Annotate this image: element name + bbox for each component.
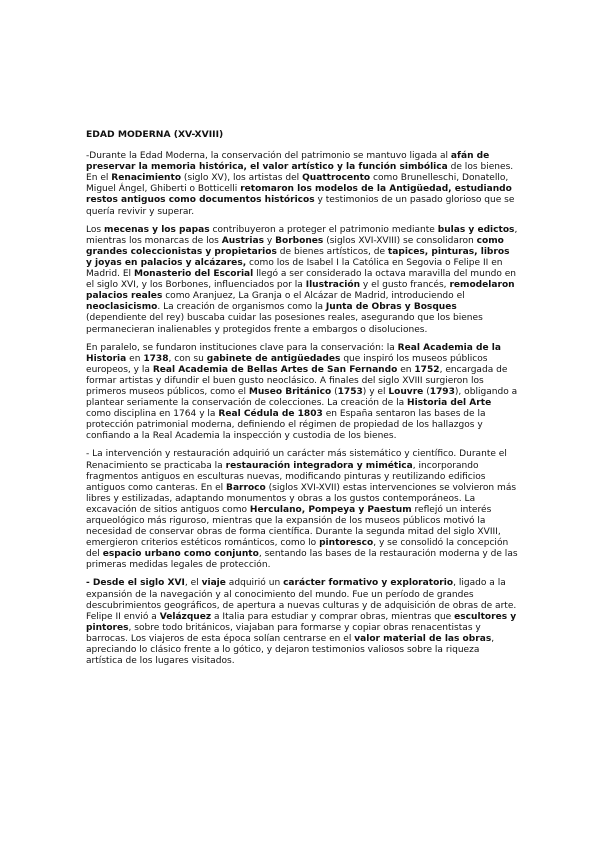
text-run: y testimonios de un pasado glorioso que se quería revivir y superar. — [86, 195, 515, 217]
text-run: ( — [331, 386, 338, 397]
paragraph-restoration — [86, 449, 518, 571]
bold-text-run: neoclasicismo — [86, 302, 158, 313]
bold-text-run: Velázquez — [159, 611, 212, 622]
bold-text-run: espacio urbano como conjunto — [102, 549, 259, 560]
bold-text-run: Real Academia de Bellas Artes de San Fernando — [152, 364, 398, 375]
bold-text-run: Monasterio del Escorial — [133, 269, 254, 280]
bold-text-run: Real Cédula de 1803 — [218, 409, 323, 420]
text-run: . La creación de organismos como la — [157, 302, 326, 313]
bold-text-run: escultores y pintores — [86, 611, 517, 633]
text-run: , encargada de formar artistas y difundir el buen gusto neoclásico. A finales del siglo XVIII surgieron los primeros museos públicos, como el — [86, 364, 508, 397]
bold-text-run: pintoresco — [319, 538, 374, 549]
bold-text-run: Renacimiento — [111, 173, 182, 184]
bold-text-run: Austrias — [221, 235, 264, 246]
bold-text-run: retomaron los modelos de la Antigüedad, estudiando restos antiguos como documentos históricos — [86, 184, 512, 206]
text-run: En paralelo, se fundaron instituciones clave para la conservación: la — [86, 342, 398, 353]
bold-text-run: restauración integradora y mimética — [225, 460, 413, 471]
bold-text-run: carácter formativo y exploratorio — [283, 578, 454, 589]
bold-text-run: Borbones — [275, 235, 324, 246]
text-run: , ligado a la expansión de la navegación y al conocimiento del mundo. Fue un período de grandes descubrimientos geográficos, de apertura a nuevas culturas y de adquisición de obras de arte. Felipe II envió a — [86, 578, 517, 622]
bold-text-run: 1738 — [143, 353, 169, 364]
text-run: en España sentaron las bases de la protección patrimonial moderna, definiendo el régimen de propiedad de los hallazgos y confiando a la Real Academia la inspección y custodia de los bienes. — [86, 409, 486, 442]
bold-text-run: Junta de Obras y Bosques — [325, 302, 457, 313]
bold-text-run: Quattrocento — [302, 173, 371, 184]
text-run: adquirió un — [225, 578, 284, 589]
text-run: , mientras los monarcas de los — [86, 224, 518, 246]
document-body — [86, 129, 518, 674]
bold-text-run: bulas y edictos — [437, 224, 515, 235]
bold-text-run: remodelaron palacios reales — [86, 280, 515, 302]
paragraph-institutions — [86, 343, 518, 443]
paragraph-conservation — [86, 151, 518, 218]
bold-text-run: viaje — [201, 578, 226, 589]
text-run: en — [126, 353, 144, 364]
text-run: ( — [423, 386, 430, 397]
text-run: como Brunelleschi, Donatello, Miguel Ángel, Ghiberti o Botticelli — [86, 173, 509, 195]
bold-text-run: valor material de las obras — [354, 633, 492, 644]
bold-text-run: Museo Británico — [248, 386, 332, 397]
section-title: EDAD MODERNA (XV-XVIII) — [86, 129, 224, 140]
bold-text-run: Herculano, Pompeya y Paestum — [249, 504, 412, 515]
text-run: Los — [86, 224, 105, 235]
bold-text-run: Ilustración — [305, 280, 361, 291]
bold-text-run: como grandes coleccionistas y propietarios — [86, 235, 504, 257]
text-run: (dependiente del rey) buscaba cuidar las posesiones reales, asegurando que los bienes permanecieran inalienables y protegidos frente a embargos o disoluciones. — [86, 313, 483, 335]
text-run: y — [263, 235, 276, 246]
text-run: , el — [184, 578, 202, 589]
text-run: ) y el — [362, 386, 389, 397]
text-run: , apreciando lo clásico frente a lo gótico, y dejaron testimonios valiosos sobre la riqueza artística de los lugares visitados. — [86, 633, 495, 667]
text-run: llegó a ser considerado la octava maravilla del mundo en el siglo XVI, y los Borbones, influenciados por la — [86, 269, 517, 291]
text-run: a Italia para estudiar y comprar obras, mientras que — [211, 611, 455, 622]
text-run: , con su — [168, 353, 207, 364]
text-run: (siglo XV), los artistas del — [181, 173, 303, 184]
text-run: que inspiró los museos públicos europeos, y la — [86, 353, 488, 375]
text-run: y el gusto francés, — [360, 280, 450, 291]
paragraph-patrons — [86, 225, 518, 336]
text-run: , y se consolidó la concepción del — [86, 538, 509, 560]
text-run: contribuyeron a proteger el patrimonio mediante — [209, 224, 438, 235]
text-run: reflejó un interés arqueológico más riguroso, mientras que la expansión de los museos públicos motivó la necesidad de conservar obras de forma científica. Durante la segunda mitad del siglo XVIII, emergieron criterios estéticos románticos, como lo — [86, 504, 501, 549]
bold-text-run: Historia del Arte — [407, 398, 492, 409]
text-run: como Aranjuez, La Granja o el Alcázar de Madrid, introduciendo el — [162, 291, 465, 302]
text-run: en — [397, 364, 415, 375]
bold-text-run: 1793 — [429, 386, 455, 397]
text-run: , incorporando fragmentos antiguos en esculturas nuevas, modificando pinturas y reutilizando edificios antiguos como canteras. En el — [86, 460, 486, 493]
text-run: - La intervención y restauración adquirió un carácter más sistemático y científico. Durante el Renacimiento se practicaba la — [86, 449, 507, 471]
text-run: como los de Isabel I la Católica en Segovia o Felipe II en Madrid. El — [86, 257, 503, 280]
text-run: (siglos XVI-XVII) estas intervenciones se volvieron más libres y estilizadas, adaptando monumentos y obras a los gustos contemporáneos. La excavación de sitios antiguos como — [86, 482, 517, 515]
text-run: (siglos XVI-XVIII) se consolidaron — [323, 235, 477, 246]
paragraph-travel — [86, 578, 518, 667]
bold-text-run: mecenas y los papas — [104, 224, 210, 235]
bold-text-run: - Desde el siglo XVI — [86, 578, 185, 589]
text-run: de los bienes. En el — [86, 162, 514, 184]
bold-text-run: Barroco — [226, 482, 266, 493]
text-run: , sentando las bases de la restauración moderna y de las primeras medidas legales de protección. — [86, 549, 518, 571]
bold-text-run: Real Academia de la Historia — [86, 342, 501, 364]
text-run: ), obligando a plantear seriamente la conservación de colecciones. La creación de la — [86, 386, 518, 409]
bold-text-run: Louvre — [388, 386, 424, 397]
text-run: de bienes artísticos, de — [276, 246, 388, 257]
bold-text-run: 1752 — [414, 364, 440, 375]
bold-text-run: tapices, pinturas, libros y joyas en palacios y alcázares, — [86, 246, 510, 268]
bold-text-run: gabinete de antigüedades — [206, 353, 341, 364]
text-run: , sobre todo británicos, viajaban para formarse y copiar obras renacentistas y barrocas. Los viajeros de esta época solían centrarse en el — [86, 622, 481, 644]
bold-text-run: 1753 — [337, 386, 363, 397]
text-run: como disciplina en 1764 y la — [86, 409, 219, 420]
bold-text-run: afán de preservar la memoria histórica, el valor artístico y la función simbólica — [86, 151, 490, 173]
text-run: -Durante la Edad Moderna, la conservación del patrimonio se mantuvo ligada al — [86, 151, 451, 162]
